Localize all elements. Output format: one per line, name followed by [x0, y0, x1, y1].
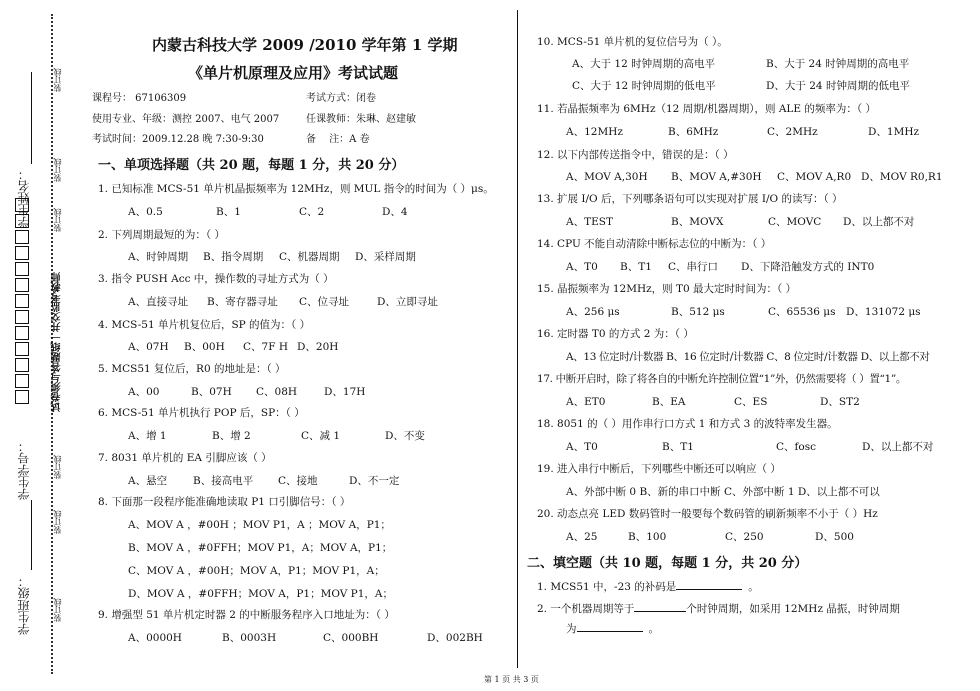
q2-opt-c: C、机器周期 [279, 251, 340, 263]
q7-opt-b: B、接高电平 [193, 475, 254, 487]
q8-opt-d: D、MOV A ，#0FFH；MOV A，P1；MOV P1，A； [128, 588, 393, 600]
q14-opt-d: D、下降沿触发方式的 INT0 [741, 261, 875, 273]
q9-opt-a: A、0000H [128, 632, 182, 644]
q3-opt-c: C、位寻址 [299, 296, 350, 308]
id-box[interactable] [15, 294, 29, 308]
q18-opt-c: C、fosc [776, 441, 817, 453]
seal-label-4: 装订线 [53, 455, 62, 479]
q8-opt-a: A、MOV A ，#00H ；MOV P1，A ；MOV A，P1； [128, 519, 391, 531]
question-1: 1. 已知标准 MCS-51 单片机晶振频率为 12MHz，则 MUL 指令的时间为（ ）μs。 [98, 183, 494, 195]
q14-opt-a: A、T0 [566, 261, 598, 273]
q12-opt-d: D、MOV R0,R1 [861, 171, 943, 183]
q19-options: A、外部中断 0 B、新的串口中断 C、外部中断 1 D、以上都不可以 [566, 486, 880, 498]
id-box[interactable] [15, 198, 29, 212]
q17-opt-c: C、ES [734, 396, 768, 408]
question-16: 16. 定时器 T0 的方式 2 为：（ ） [537, 328, 694, 340]
fill-question-2-line2 [566, 621, 659, 636]
q17-opt-a: A、ET0 [566, 396, 606, 408]
question-6: 6. MCS-51 单片机执行 POP 后，SP：（ ） [98, 407, 305, 419]
q13-opt-c: C、MOVC [768, 216, 822, 228]
exam-title-line1: 内蒙古科技大学 2009 /2010 学年第 1 学期 [152, 36, 458, 54]
id-box[interactable] [15, 246, 29, 260]
q8-opt-c: C、MOV A ，#00H；MOV A，P1；MOV P1，A； [128, 565, 385, 577]
fill-q2-blank-2[interactable] [577, 631, 643, 632]
exam-mode: 考试方式：闭卷 [306, 93, 376, 104]
q18-opt-a: A、T0 [566, 441, 598, 453]
fill-question-1 [537, 579, 759, 594]
q16-options: A、13 位定时/计数器 B、16 位定时/计数器 C、8 位定时/计数器 D、以上都不对 [566, 351, 930, 363]
question-2: 2. 下列周期最短的为：（ ） [98, 229, 225, 241]
page-footer: 第 1 页 共 3 页 [484, 675, 539, 684]
student-class-label: 学生班级： [17, 575, 31, 635]
q6-opt-a: A、增 1 [128, 430, 167, 442]
q20-opt-a: A、25 [566, 531, 598, 543]
id-box[interactable] [15, 374, 29, 388]
student-id-label: 学生学号： [17, 440, 31, 500]
q3-opt-d: D、立即寻址 [377, 296, 438, 308]
q3-opt-a: A、直接寻址 [128, 296, 189, 308]
question-11: 11. 若晶振频率为 6MHz（12 周期/机器周期），则 ALE 的频率为：（ ） [537, 103, 876, 115]
q11-opt-c: C、2MHz [767, 126, 818, 138]
q20-opt-b: B、100 [628, 531, 667, 543]
question-4: 4. MCS-51 单片机复位后，SP 的值为：（ ） [98, 319, 311, 331]
q11-opt-d: D、1MHz [868, 126, 920, 138]
id-box[interactable] [15, 262, 29, 276]
q1-opt-a: A、0.5 [128, 206, 163, 218]
q10-opt-a: A、大于 12 时钟周期的高电平 [572, 58, 716, 70]
section2-heading: 二、填空题（共 10 题，每题 1 分，共 20 分） [527, 556, 808, 571]
q4-opt-d: D、20H [297, 341, 339, 353]
seal-label-5: 装订线 [53, 510, 62, 534]
fill-q2-line2-text: 为 [566, 623, 577, 635]
teachers: 任课教师：朱琳、赵建敏 [306, 114, 416, 125]
q10-opt-c: C、大于 12 时钟周期的低电平 [572, 80, 716, 92]
question-19: 19. 进入串行中断后，下列哪些中断还可以响应（ ） [537, 463, 781, 475]
q7-opt-a: A、悬空 [128, 475, 168, 487]
id-box[interactable] [15, 278, 29, 292]
q1-opt-b: B、1 [216, 206, 241, 218]
q15-opt-d: D、131072 μs [846, 306, 921, 318]
column-divider [517, 10, 518, 668]
section1-heading: 一、单项选择题（共 20 题，每题 1 分，共 20 分） [98, 158, 405, 173]
q12-opt-b: B、MOV A,#30H [671, 171, 762, 183]
q2-opt-d: D、采样周期 [355, 251, 416, 263]
q7-opt-d: D、不一定 [349, 475, 400, 487]
q4-opt-b: B、00H [184, 341, 225, 353]
id-box[interactable] [15, 310, 29, 324]
q12-opt-c: C、MOV A,R0 [777, 171, 852, 183]
q8-opt-b: B、MOV A ，#0FFH；MOV P1，A；MOV A，P1； [128, 542, 393, 554]
fill-q1-blank[interactable] [676, 589, 742, 590]
question-9: 9. 增强型 51 单片机定时器 2 的中断服务程序入口地址为：（ ） [98, 609, 395, 621]
q6-opt-d: D、不变 [385, 430, 425, 442]
question-10: 10. MCS-51 单片机的复位信号为（ ）。 [537, 36, 728, 48]
seal-label-6: 装订线 [53, 598, 62, 622]
seal-label-3: 装订线 [53, 208, 62, 232]
seal-label-1: 装订线 [53, 68, 62, 92]
question-20: 20. 动态点亮 LED 数码管时一般要每个数码管的刷新频率不小于（ ）Hz [537, 508, 878, 520]
q17-opt-b: B、EA [652, 396, 686, 408]
q15-opt-c: C、65536 μs [768, 306, 836, 318]
question-7: 7. 8031 单片机的 EA 引脚应该（ ） [98, 452, 272, 464]
exam-note: 备 注：A 卷 [306, 134, 370, 145]
majors: 使用专业、年级：测控 2007、电气 2007 [92, 114, 280, 125]
id-box[interactable] [15, 390, 29, 404]
q5-opt-d: D、17H [324, 386, 366, 398]
q3-opt-b: B、寄存器寻址 [207, 296, 278, 308]
course-number: 课程号： 67106309 [92, 93, 187, 104]
q4-opt-c: C、7F H [243, 341, 288, 353]
q13-opt-d: D、以上都不对 [843, 216, 915, 228]
q10-opt-d: D、大于 24 时钟周期的低电平 [766, 80, 910, 92]
question-3: 3. 指令 PUSH Acc 中，操作数的寻址方式为（ ） [98, 273, 334, 285]
id-box[interactable] [15, 326, 29, 340]
student-name-label: 学生姓名： [17, 168, 31, 228]
question-13: 13. 扩展 I/O 后，下列哪条语句可以实现对扩展 I/O 的读写：（ ） [537, 193, 843, 205]
student-id-boxes [15, 198, 29, 406]
fill-question-2 [537, 601, 900, 616]
q10-opt-b: B、大于 24 时钟周期的高电平 [766, 58, 910, 70]
q13-opt-b: B、MOVX [671, 216, 724, 228]
q14-opt-c: C、串行口 [668, 261, 719, 273]
exam-time: 考试时间：2009.12.28 晚 7:30-9:30 [92, 134, 264, 145]
q6-opt-b: B、增 2 [212, 430, 251, 442]
exam-title-line2: 《单片机原理及应用》考试试题 [188, 64, 399, 82]
student-name-line [31, 72, 32, 164]
q11-opt-b: B、6MHz [668, 126, 719, 138]
question-5: 5. MCS51 复位后，R0 的地址是：（ ） [98, 363, 286, 375]
question-17: 17. 中断开启时，除了将各自的中断允许控制位置“1”外，仍然需要将（ ）置“1”。 [537, 373, 907, 385]
q5-opt-b: B、07H [191, 386, 232, 398]
fill-q1-end: 。 [748, 581, 759, 593]
id-box[interactable] [15, 358, 29, 372]
q17-opt-d: D、ST2 [820, 396, 860, 408]
question-18: 18. 8051 的（ ）用作串行口方式 1 和方式 3 的波特率发生器。 [537, 418, 838, 430]
q7-opt-c: C、接地 [278, 475, 318, 487]
question-14: 14. CPU 不能自动清除中断标志位的中断为：（ ） [537, 238, 772, 250]
id-box[interactable] [15, 342, 29, 356]
fill-q2-mid: 个时钟周期，如采用 12MHz 晶振，时钟周期 [686, 603, 900, 615]
q20-opt-c: C、250 [725, 531, 764, 543]
q18-opt-d: D、以上都不对 [862, 441, 934, 453]
fill-q2-blank-1[interactable] [634, 611, 686, 612]
question-12: 12. 以下内部传送指令中，错误的是：（ ） [537, 149, 734, 161]
fill-q2-end: 。 [648, 623, 659, 635]
id-box[interactable] [15, 230, 29, 244]
q9-opt-b: B、0003H [222, 632, 277, 644]
binding-warning: 试卷须与答题纸一并交监考教师 [52, 272, 63, 412]
fill-q1-text: 1. MCS51 中，-23 的补码是 [537, 581, 677, 593]
q9-opt-c: C、000BH [323, 632, 379, 644]
q12-opt-a: A、MOV A,30H [566, 171, 648, 183]
question-15: 15. 晶振频率为 12MHz，则 T0 最大定时时间为：（ ） [537, 283, 797, 295]
q2-opt-a: A、时钟周期 [128, 251, 189, 263]
q15-opt-b: B、512 μs [671, 306, 725, 318]
q13-opt-a: A、TEST [566, 216, 613, 228]
q15-opt-a: A、256 μs [566, 306, 620, 318]
q1-opt-c: C、2 [299, 206, 325, 218]
id-box[interactable] [15, 214, 29, 228]
q2-opt-b: B、指令周期 [203, 251, 264, 263]
q20-opt-d: D、500 [815, 531, 854, 543]
q18-opt-b: B、T1 [662, 441, 694, 453]
q5-opt-c: C、08H [256, 386, 298, 398]
q11-opt-a: A、12MHz [566, 126, 623, 138]
q4-opt-a: A、07H [128, 341, 169, 353]
q6-opt-c: C、减 1 [301, 430, 341, 442]
question-8: 8. 下面那一段程序能准确地读取 P1 口引脚信号：（ ） [98, 496, 351, 508]
seal-label-2: 装订线 [53, 158, 62, 182]
q1-opt-d: D、4 [382, 206, 408, 218]
fill-q2-text: 2. 一个机器周期等于 [537, 603, 635, 615]
student-class-line [31, 500, 32, 570]
q14-opt-b: B、T1 [620, 261, 652, 273]
q5-opt-a: A、00 [128, 386, 160, 398]
q9-opt-d: D、002BH [427, 632, 483, 644]
